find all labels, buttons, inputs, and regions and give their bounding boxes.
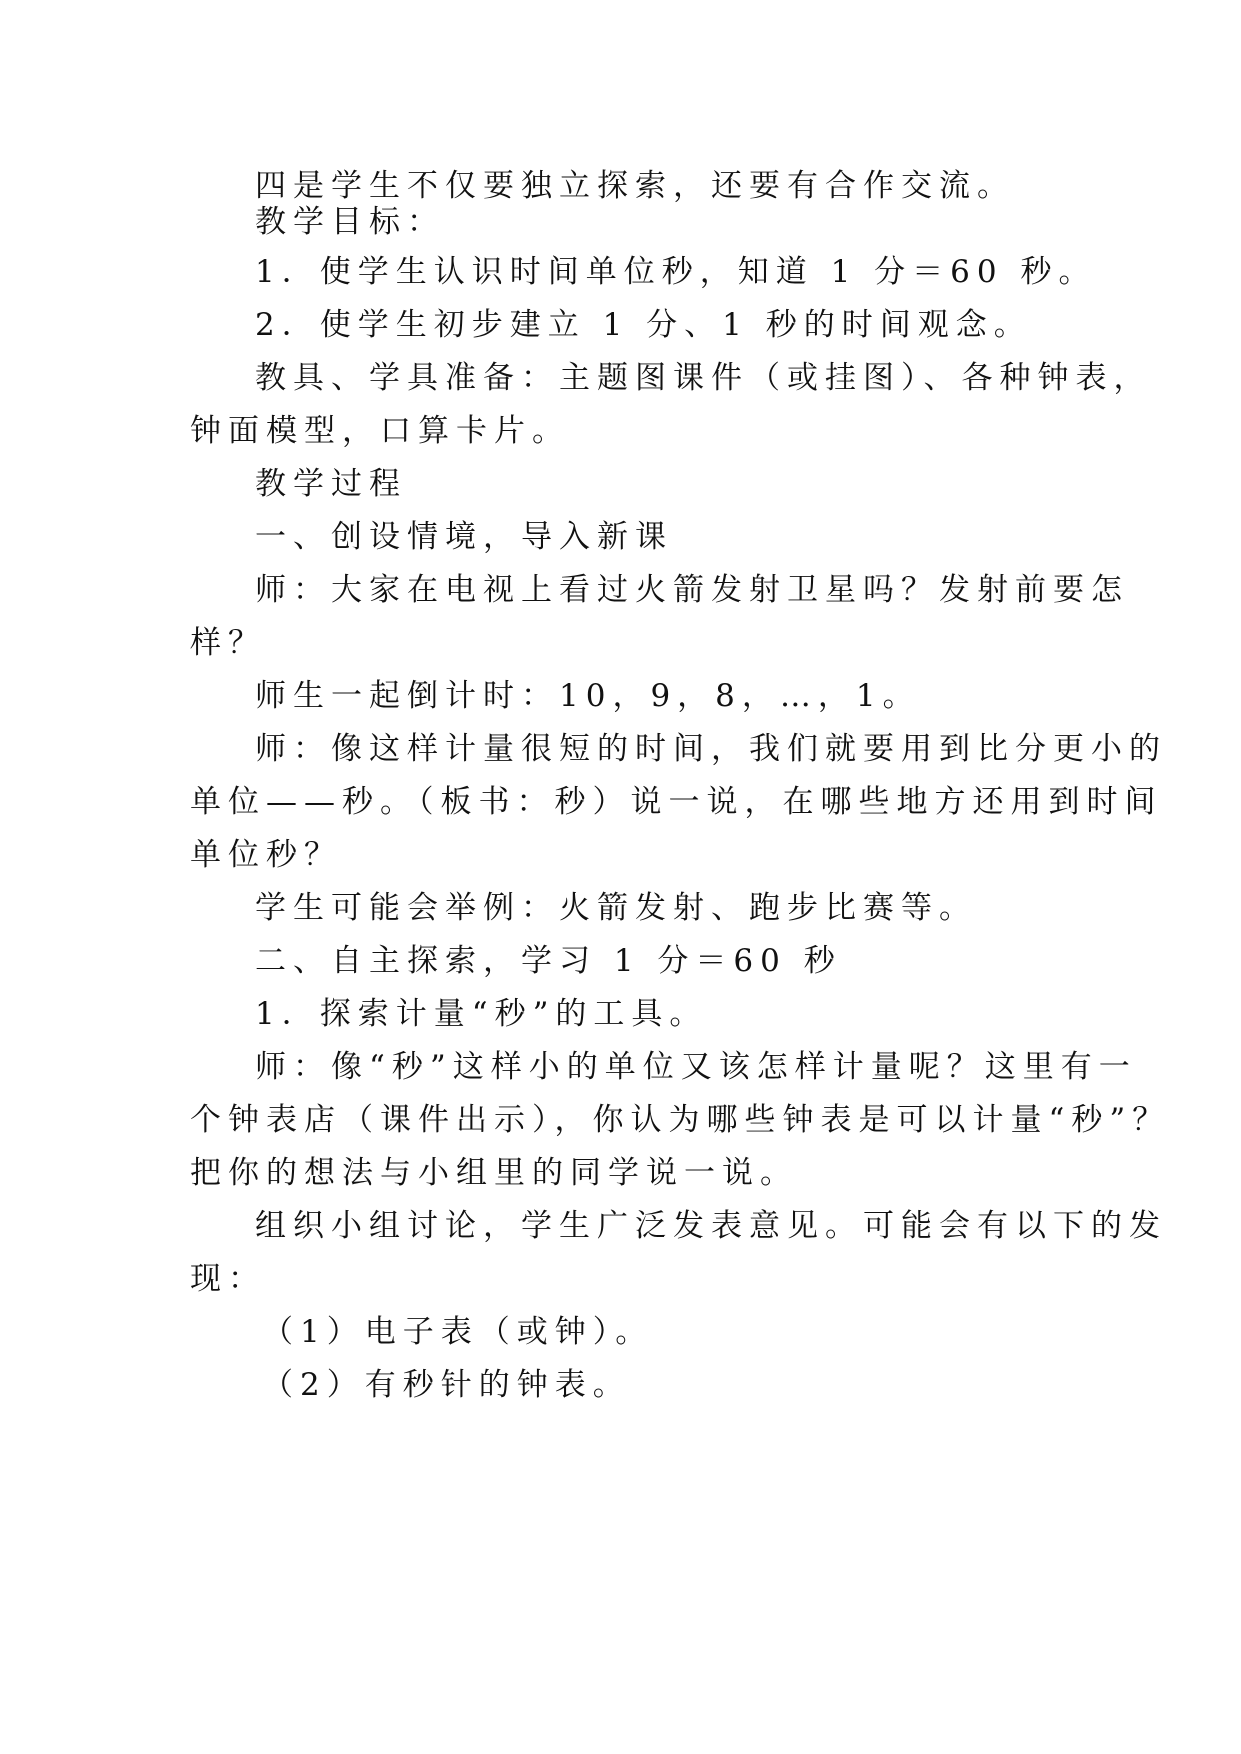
paragraph-line: 师：大家在电视上看过火箭发射卫星吗？发射前要怎 — [255, 572, 1129, 608]
paragraph-line: 个钟表店（课件出示），你认为哪些钟表是可以计量“秒”？ — [190, 1102, 1171, 1138]
list-item: 1．使学生认识时间单位秒，知道 1 分＝60 秒。 — [255, 254, 1097, 290]
section-heading: 二、自主探索，学习 1 分＝60 秒 — [255, 943, 842, 979]
paragraph-line: 师生一起倒计时：10，9，8，…，1。 — [255, 678, 921, 714]
paragraph-line: 单位——秒。（板书：秒）说一说，在哪些地方还用到时间 — [190, 784, 1163, 820]
paragraph-line: 样？ — [190, 625, 266, 661]
paragraph-line: 师：像“秒”这样小的单位又该怎样计量呢？这里有一 — [255, 1049, 1137, 1085]
paragraph-line: 师：像这样计量很短的时间，我们就要用到比分更小的 — [255, 731, 1167, 767]
list-item: （1）电子表（或钟）。 — [262, 1314, 654, 1350]
section-heading: 教学目标： — [255, 204, 445, 240]
list-item: 2．使学生初步建立 1 分、1 秒的时间观念。 — [255, 307, 1032, 343]
paragraph-line: 单位秒？ — [190, 837, 342, 873]
paragraph-line: 把你的想法与小组里的同学说一说。 — [190, 1155, 798, 1191]
paragraph-line: 学生可能会举例：火箭发射、跑步比赛等。 — [255, 890, 977, 926]
paragraph-line: 四是学生不仅要独立探索，还要有合作交流。 — [255, 168, 1015, 204]
section-heading: 教学过程 — [255, 466, 407, 502]
list-item: 1．探索计量“秒”的工具。 — [255, 996, 708, 1032]
paragraph-line: 现： — [190, 1261, 266, 1297]
list-item: （2）有秒针的钟表。 — [262, 1367, 631, 1403]
paragraph-line: 教具、学具准备：主题图课件（或挂图）、各种钟表， — [255, 360, 1152, 396]
section-heading: 一、创设情境，导入新课 — [255, 519, 673, 555]
paragraph-line: 钟面模型，口算卡片。 — [190, 413, 570, 449]
paragraph-line: 组织小组讨论，学生广泛发表意见。可能会有以下的发 — [255, 1208, 1167, 1244]
